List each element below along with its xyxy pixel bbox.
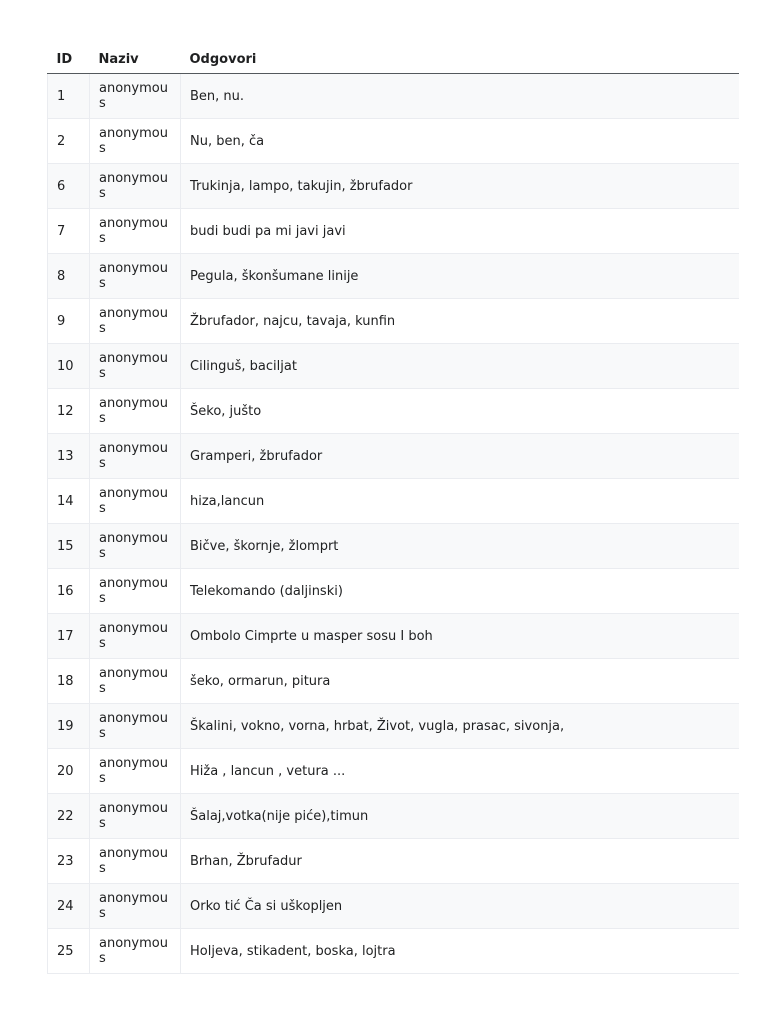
row-id: 18 bbox=[48, 659, 90, 704]
table-row bbox=[48, 794, 740, 839]
table-row bbox=[48, 434, 740, 479]
row-name: anonymous bbox=[90, 839, 181, 884]
row-answer: Orko tić Ča si uškopljen bbox=[181, 884, 740, 929]
row-answer: Škalini, vokno, vorna, hrbat, Život, vugla, prasac, sivonja, bbox=[181, 704, 740, 749]
row-id: 23 bbox=[48, 839, 90, 884]
table-row bbox=[48, 884, 740, 929]
table-row bbox=[48, 299, 740, 344]
row-name: anonymous bbox=[90, 929, 181, 974]
table-header bbox=[48, 45, 740, 74]
row-answer: Šalaj,votka(nije piće),timun bbox=[181, 794, 740, 839]
responses-table-container bbox=[47, 45, 739, 979]
row-id: 19 bbox=[48, 704, 90, 749]
row-answer: Ombolo Cimprte u masper sosu I boh bbox=[181, 614, 740, 659]
row-answer: Nu, ben, ča bbox=[181, 119, 740, 164]
row-name: anonymous bbox=[90, 794, 181, 839]
table-row bbox=[48, 164, 740, 209]
table-row bbox=[48, 344, 740, 389]
row-name: anonymous bbox=[90, 119, 181, 164]
row-id: 10 bbox=[48, 344, 90, 389]
row-answer: Holjeva, stikadent, boska, lojtra bbox=[181, 929, 740, 974]
table-row bbox=[48, 659, 740, 704]
row-id: 12 bbox=[48, 389, 90, 434]
row-id: 25 bbox=[48, 929, 90, 974]
row-name: anonymous bbox=[90, 524, 181, 569]
row-name: anonymous bbox=[90, 254, 181, 299]
row-name: anonymous bbox=[90, 344, 181, 389]
row-answer: Cilinguš, baciljat bbox=[181, 344, 740, 389]
column-header-id: ID bbox=[48, 45, 90, 74]
row-id: 16 bbox=[48, 569, 90, 614]
table-row bbox=[48, 569, 740, 614]
table-row bbox=[48, 74, 740, 119]
table-row bbox=[48, 254, 740, 299]
table-row bbox=[48, 749, 740, 794]
row-answer: Ben, nu. bbox=[181, 74, 740, 119]
row-id: 17 bbox=[48, 614, 90, 659]
table-row bbox=[48, 524, 740, 569]
row-id: 6 bbox=[48, 164, 90, 209]
table-row bbox=[48, 389, 740, 434]
row-name: anonymous bbox=[90, 614, 181, 659]
row-id: 1 bbox=[48, 74, 90, 119]
table-row bbox=[48, 614, 740, 659]
table-row bbox=[48, 929, 740, 974]
row-answer: budi budi pa mi javi javi bbox=[181, 209, 740, 254]
row-id: 8 bbox=[48, 254, 90, 299]
row-id: 13 bbox=[48, 434, 90, 479]
row-name: anonymous bbox=[90, 209, 181, 254]
row-answer: Bičve, škornje, žlomprt bbox=[181, 524, 740, 569]
row-id: 7 bbox=[48, 209, 90, 254]
row-name: anonymous bbox=[90, 74, 181, 119]
row-answer: Trukinja, lampo, takujin, žbrufador bbox=[181, 164, 740, 209]
row-answer: Hiža , lancun , vetura ... bbox=[181, 749, 740, 794]
column-header-name: Naziv bbox=[90, 45, 181, 74]
row-id: 15 bbox=[48, 524, 90, 569]
row-answer: Gramperi, žbrufador bbox=[181, 434, 740, 479]
row-name: anonymous bbox=[90, 749, 181, 794]
table-row bbox=[48, 209, 740, 254]
row-answer: Telekomando (daljinski) bbox=[181, 569, 740, 614]
row-name: anonymous bbox=[90, 479, 181, 524]
row-id: 20 bbox=[48, 749, 90, 794]
row-name: anonymous bbox=[90, 659, 181, 704]
table-row bbox=[48, 479, 740, 524]
row-answer: Pegula, škonšumane linije bbox=[181, 254, 740, 299]
row-name: anonymous bbox=[90, 389, 181, 434]
row-name: anonymous bbox=[90, 434, 181, 479]
table-body bbox=[48, 74, 740, 974]
row-name: anonymous bbox=[90, 164, 181, 209]
row-id: 22 bbox=[48, 794, 90, 839]
row-answer: Žbrufador, najcu, tavaja, kunfin bbox=[181, 299, 740, 344]
row-id: 24 bbox=[48, 884, 90, 929]
row-name: anonymous bbox=[90, 299, 181, 344]
table-row bbox=[48, 119, 740, 164]
row-answer: hiza,lancun bbox=[181, 479, 740, 524]
row-name: anonymous bbox=[90, 569, 181, 614]
row-answer: Brhan, Žbrufadur bbox=[181, 839, 740, 884]
header-row bbox=[48, 45, 740, 74]
row-answer: šeko, ormarun, pitura bbox=[181, 659, 740, 704]
responses-table bbox=[47, 45, 739, 974]
column-header-answers: Odgovori bbox=[181, 45, 740, 74]
table-row bbox=[48, 704, 740, 749]
row-name: anonymous bbox=[90, 884, 181, 929]
row-answer: Šeko, jušto bbox=[181, 389, 740, 434]
table-row bbox=[48, 839, 740, 884]
row-id: 2 bbox=[48, 119, 90, 164]
row-id: 9 bbox=[48, 299, 90, 344]
row-name: anonymous bbox=[90, 704, 181, 749]
row-id: 14 bbox=[48, 479, 90, 524]
